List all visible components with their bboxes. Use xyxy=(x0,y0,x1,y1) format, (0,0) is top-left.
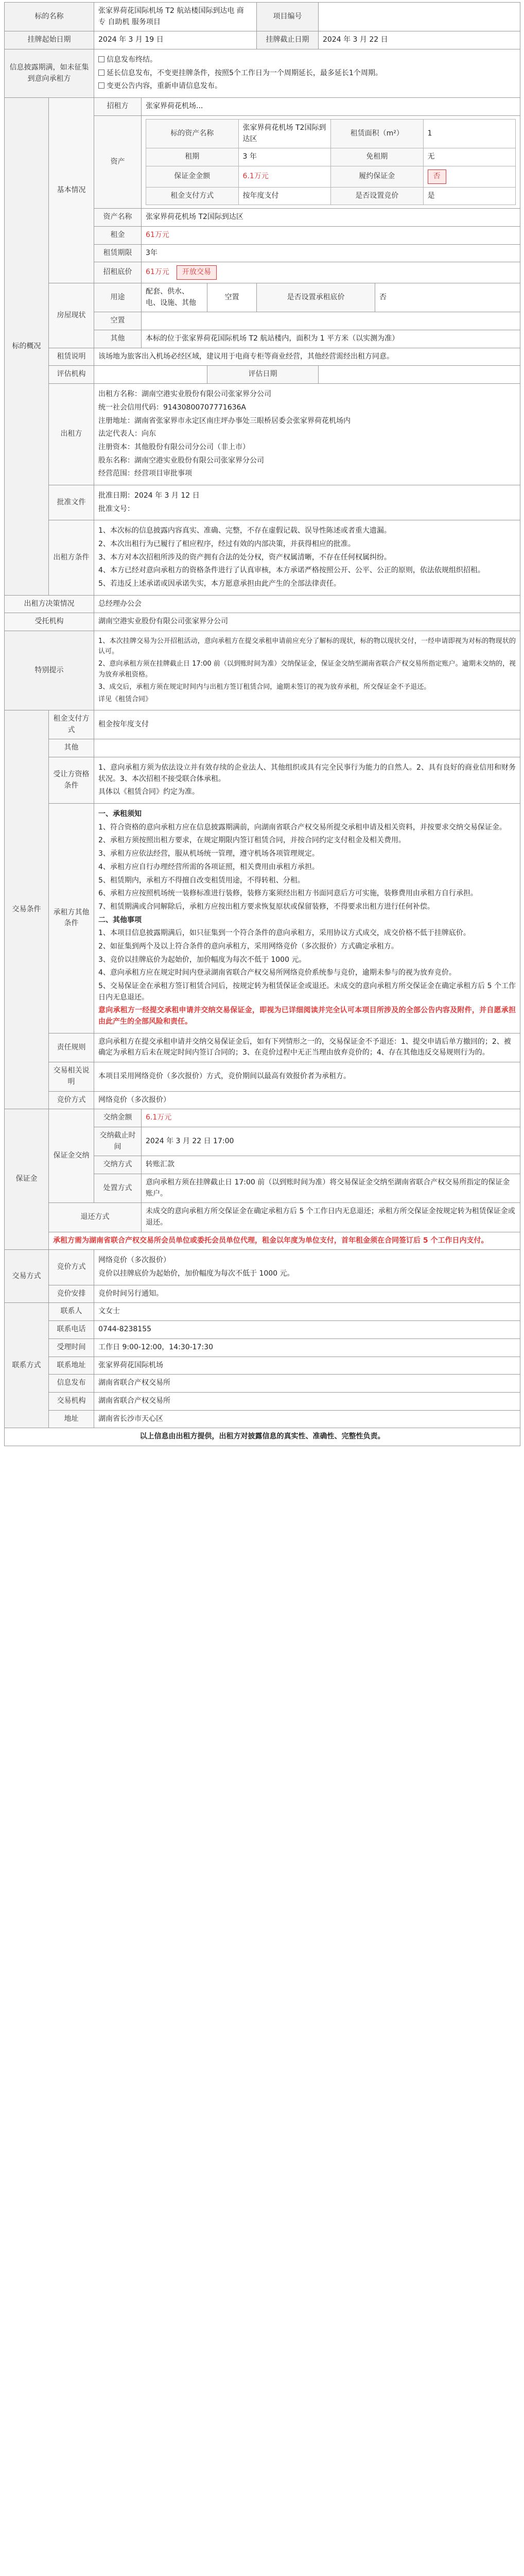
special-tail: 详见《租赁合同》 xyxy=(98,695,152,703)
site-label: 交易机构 xyxy=(49,1392,94,1410)
house-note-value: 否 xyxy=(375,283,520,312)
contact-time: 工作日 9:00-12:00，14:30-17:30 xyxy=(94,1338,520,1357)
terms-cond-note: 具体以《租赁合同》约定为准。 xyxy=(98,788,199,796)
deposit-account: 意向承租方须在挂牌截止日 17:00 前（以到账时间为准）将交易保证金交纳至湖南省联合产权交易所指定的保证金账户。 xyxy=(142,1174,520,1202)
house-status: 空置 xyxy=(207,283,257,312)
deposit-deadline-label: 交纳截止时间 xyxy=(94,1127,142,1156)
terms-rent-sub-value xyxy=(94,739,520,757)
base-row-amount: 61万元 xyxy=(146,268,169,277)
bid-value: 网络竞价（多次报价） xyxy=(98,1256,170,1265)
delay-label: 信息披露期满，如未征集到意向承租方 xyxy=(5,49,94,98)
special-label: 特别提示 xyxy=(5,631,94,710)
eval-org-value xyxy=(94,366,207,384)
base-row-value xyxy=(142,262,520,283)
more-value: 网络竞价（多次报价） xyxy=(94,1091,520,1109)
deposit-c1: 保证金金额 xyxy=(146,166,239,187)
rentfee-row-value: 61万元 xyxy=(142,226,520,244)
delay-opt2-unit: 5 xyxy=(229,69,234,77)
contact-phone: 0744-8238155 xyxy=(94,1321,520,1339)
terms-other-item: 5、租赁期内，承租方不得擅自改变租赁用途，不得转租、分租。 xyxy=(98,876,305,885)
start-value: 2024 年 3 月 19 日 xyxy=(94,31,257,49)
owner-label: 受托机构 xyxy=(5,613,94,631)
lessor-detail xyxy=(94,384,520,485)
announce-label: 信息发布 xyxy=(49,1375,94,1393)
lessor-name-label: 出租方名称： xyxy=(98,390,142,399)
condition-item: 3、本方对本次招租所涉及的资产拥有合法的处分权，资产权属清晰，不存在任何权属纠纷。 xyxy=(98,553,391,562)
condition-item: 1、本次标的信息披露内容真实、准确、完整，不存在虚假记载、误导性陈述或者重大遗漏。 xyxy=(98,527,391,535)
notice-value: 本项目采用网络竞价（多次报价）方式，竞价期间以最高有效报价者为承租方。 xyxy=(94,1062,520,1091)
notice-table xyxy=(4,2,520,1446)
asset-row-label: 资产名称 xyxy=(94,209,142,227)
eval-date-label: 评估日期 xyxy=(207,366,319,384)
special-item: 2、意向承租方须在挂牌截止日 17:00 前（以到账时间为准）交纳保证金，保证金交纳至湖南省联合产权交易所指定账户。逾期未交纳的，视为放弃承租资格。 xyxy=(98,660,516,679)
delay-opt1-checkbox[interactable] xyxy=(98,56,104,62)
terms-other-item: 5、交易保证金在承租方签订租赁合同后，按规定转为租赁保证金或退还。未成交的意向承租方所交保证金在确定承租方后 5 个工作日内无息退还。 xyxy=(98,982,516,1002)
special-list xyxy=(94,631,520,710)
manager-label: 出租方决策情况 xyxy=(5,595,94,613)
lessor-capital: 其他股份有限公司分公司（非上市） xyxy=(134,443,250,451)
lessor-scope-label: 经营范围： xyxy=(98,469,134,478)
eval-date-value xyxy=(319,366,520,384)
special-item: 3、成交后，承租方须在规定时间内与出租方签订租赁合同，逾期未签订的视为放弃承租，所交保证金不予退还。 xyxy=(98,683,431,691)
rent-c4: 无 xyxy=(423,148,516,166)
special-item: 1、本次挂牌交易为公开招租活动，意向承租方在提交承租申请前应充分了解标的现状，标的物以现状交付，一经申请即视为对标的物现状的认可。 xyxy=(98,637,516,656)
lessor-credit: 91430800707771636A xyxy=(163,403,246,412)
lessor-row-label: 招租方 xyxy=(94,98,142,116)
prop-subtable xyxy=(146,119,516,205)
open-trade-tag: 开放交易 xyxy=(177,265,217,280)
price-value: 竞价时间另行通知。 xyxy=(94,1285,520,1303)
terms-rent-label: 租金支付方式 xyxy=(49,710,94,739)
terms-other-label: 承租方其他条件 xyxy=(49,804,94,1033)
manager-value: 总经理办公会 xyxy=(94,595,520,613)
deposit-pay-label: 保证金交纳 xyxy=(49,1109,94,1203)
name-label: 标的名称 xyxy=(5,3,94,31)
lessor-holder: 湖南空港实业股份有限公司张家界分公司 xyxy=(134,456,264,465)
start-label: 挂牌起始日期 xyxy=(5,31,94,49)
deposit-amount-label: 交纳金额 xyxy=(94,1109,142,1127)
contact-phone-label: 联系电话 xyxy=(49,1321,94,1339)
delay-opt2-times: 1 xyxy=(348,69,354,77)
house-type-label: 用途 xyxy=(94,283,142,312)
approval-label: 批准文件 xyxy=(49,485,94,520)
terms-rent-sub-label: 其他 xyxy=(49,739,94,757)
lessor-legal-label: 法定代表人： xyxy=(98,430,142,438)
condition-item: 2、本次出租行为已履行了相应程序，经过有效的内部决策，并获得相应的批准。 xyxy=(98,540,355,548)
contact-person: 文女士 xyxy=(94,1303,520,1321)
delay-opt1: 信息发布终结。 xyxy=(107,56,157,64)
terms-other-item: 4、承租方应自行办理经营所需的各项证照，相关费用由承租方承担。 xyxy=(98,862,319,871)
approval-detail xyxy=(94,485,520,520)
delay-opt2-suffix: 个周期。 xyxy=(353,69,382,77)
conditions-label: 出租方条件 xyxy=(49,520,94,595)
contact-person-label: 联系人 xyxy=(49,1303,94,1321)
approval-date: 2024 年 3 月 12 日 xyxy=(134,491,200,500)
prop-c3: 租赁面积（m²） xyxy=(331,119,424,148)
lessor-name: 湖南空港实业股份有限公司张家界分公司 xyxy=(142,390,271,399)
terms-cond-label: 受让方资格条件 xyxy=(49,757,94,804)
end-label: 挂牌截止日期 xyxy=(257,31,319,49)
delay-opt2-prefix: 延长信息发布，不变更挂牌条件，按照 xyxy=(107,69,229,77)
price-c2: 按年度支付 xyxy=(238,187,331,205)
house-note-label: 是否设置承租底价 xyxy=(257,283,375,312)
end-value: 2024 年 3 月 22 日 xyxy=(319,31,520,49)
terms-other-item: 7、租赁期满或合同解除后，承租方应按出租方要求恢复原状或保留装修，不得要求出租方进行任何补偿。 xyxy=(98,902,434,911)
deposit-c4-tag: 否 xyxy=(428,170,446,184)
rent-c1: 租期 xyxy=(146,148,239,166)
notice-label: 交易相关说明 xyxy=(49,1062,94,1091)
prop-label: 资产 xyxy=(94,115,142,208)
eval-org-label: 评估机构 xyxy=(49,366,94,384)
highlight-red: 承租方需为湖南省联合产权交易所会员单位或委托会员单位代理，租金以年度为单位支付，首年租金须在合同签订后 5 个工作日内支付。 xyxy=(49,1232,520,1250)
extra-label: 交易方式 xyxy=(5,1250,49,1303)
house-label: 房屋现状 xyxy=(49,283,94,348)
deposit-c4 xyxy=(423,166,516,187)
prop-subtable-cell xyxy=(142,115,520,208)
price-c3: 是否设置竞价 xyxy=(331,187,424,205)
house-desc: 配套、供水、电、设施、其他 xyxy=(142,283,207,312)
lessor-legal: 向东 xyxy=(142,430,156,438)
house-other-value: 本标的位于张家界荷花国际机场 T2 航站楼内，面积为 1 平方米（以实测为准） xyxy=(142,330,520,348)
terms-other-item: 3、承租方应依法经营，服从机场统一管理，遵守机场各项管理规定。 xyxy=(98,850,319,858)
terms-other-item: 2、如征集到两个及以上符合条件的意向承租方，采用网络竞价（多次报价）方式确定承租方。 xyxy=(98,942,398,951)
terms-highlight: 意向承租方一经提交承租申请并交纳交易保证金，即视为已详细阅读并完全认可本项目所涉及的全部公告内容及附件，并自愿承担由此产生的全部风险和责任。 xyxy=(98,1006,516,1026)
delay-opt3: 变更公告内容，重新申请信息发布。 xyxy=(107,82,222,91)
terms-other-item: 3、竞价以挂牌底价为起始价，加价幅度为每次不低于 1000 元。 xyxy=(98,955,306,964)
delay-opt2-checkbox[interactable] xyxy=(98,70,104,76)
terms-cond-cell xyxy=(94,757,520,804)
terms-cond-value: 1、意向承租方须为依法设立并有效存续的企业法人、其他组织或具有完全民事行为能力的自然人。2、具有良好的商业信用和财务状况。3、本次招租不接受联合体承租。 xyxy=(98,764,516,783)
remark-label: 租赁说明 xyxy=(49,348,94,366)
delay-opt2-mid: 个工作日为一个周期延长，最多延长 xyxy=(233,69,349,77)
deposit-amount: 6.1万元 xyxy=(142,1109,520,1127)
deposit-c2: 6.1万元 xyxy=(238,166,331,187)
terms-other-item: 1、符合资格的意向承租方应在信息披露期满前，向湖南省联合产权交易所提交承租申请及相关资料，并按要求交纳交易保证金。 xyxy=(98,823,506,832)
deposit-refund-label: 退还方式 xyxy=(49,1203,142,1232)
approval-doc-label: 批准文号： xyxy=(98,504,134,513)
intro-label: 标的概况 xyxy=(5,98,49,596)
term-row-label: 租赁期限 xyxy=(94,244,142,262)
lessor-label: 出租方 xyxy=(49,384,94,485)
remark-value: 该场地为旅客出入机场必经区域，建议用于电商专柜等商业经营，其他经营需经出租方同意。 xyxy=(94,348,520,366)
house-type-spacer xyxy=(142,312,520,330)
project-name: 张家界荷花国际机场 T2 航站楼国际到达电 商 专 自助机 服务项目 xyxy=(94,3,257,31)
contact-time-label: 受理时间 xyxy=(49,1338,94,1357)
delay-options xyxy=(94,49,520,98)
deposit-refund: 未成交的意向承租方所交保证金在确定承租方后 5 个工作日内无息退还；承租方所交保证金按规定转为租赁保证金或退还。 xyxy=(142,1203,520,1232)
footer-note: 以上信息由出租方提供，出租方对披露信息的真实性、准确性、完整性负责。 xyxy=(5,1428,520,1446)
bid-cell xyxy=(94,1250,520,1285)
condition-item: 5、若违反上述承诺或因承诺失实，本方愿意承担由此产生的全部法律责任。 xyxy=(98,580,341,588)
price-c4: 是 xyxy=(423,187,516,205)
site-addr-label: 地址 xyxy=(49,1410,94,1428)
deposit-c3: 履约保证金 xyxy=(331,166,424,187)
bid-label: 竞价方式 xyxy=(49,1250,94,1285)
terms-other-item: 4、意向承租方应在规定时间内登录湖南省联合产权交易所网络竞价系统参与竞价，逾期未参与的视为放弃竞价。 xyxy=(98,969,456,977)
conditions-list xyxy=(94,520,520,595)
contact-addr-label: 联系地址 xyxy=(49,1357,94,1375)
deposit-method-label: 交纳方式 xyxy=(94,1156,142,1174)
terms-label: 交易条件 xyxy=(5,710,49,1109)
deposit-method: 转账汇款 xyxy=(142,1156,520,1174)
rent-c2: 3 年 xyxy=(238,148,331,166)
deposit-label: 保证金 xyxy=(5,1109,49,1250)
price-label: 竞价安排 xyxy=(49,1285,94,1303)
basic-section-label: 基本情况 xyxy=(49,98,94,283)
contact-addr: 张家界荷花国际机场 xyxy=(94,1357,520,1375)
rentfee-row-label: 租金 xyxy=(94,226,142,244)
lessor-addr-label: 注册地址： xyxy=(98,416,134,425)
lessor-holder-label: 股东名称： xyxy=(98,456,134,465)
deposit-deadline: 2024 年 3 月 22 日 17:00 xyxy=(142,1127,520,1156)
prop-c1: 标的资产名称 xyxy=(146,119,239,148)
liability-value: 意向承租方在提交承租申请并交纳交易保证金后，如有下列情形之一的，交易保证金不予退还：1、提交申请后单方撤回的；2、被确定为承租方后未在规定时间内签订合同的；3、在竞价过程中无正当理由放弃竞价的；4、存在其他违反交易规则行为的。 xyxy=(94,1033,520,1062)
terms-other-item: 6、承租方应按照机场统一装修标准进行装修，装修方案须经出租方书面同意后方可实施，装修费用由承租方自行承担。 xyxy=(98,889,478,898)
more-label: 竞价方式 xyxy=(49,1091,94,1109)
prop-c2: 张家界荷花机场 T2国际到达区 xyxy=(238,119,331,148)
terms-other-item: 2、承租方须按照出租方要求，在规定期限内签订租赁合同，并按合同约定支付租金及相关费用。 xyxy=(98,836,406,845)
terms-other-item: 一、承租须知 xyxy=(98,810,142,819)
base-row-label: 招租底价 xyxy=(94,262,142,283)
terms-other-item: 1、本项目信息披露期满后，如只征集到一个符合条件的意向承租方，采用协议方式成交，成交价格不低于挂牌底价。 xyxy=(98,929,470,938)
lessor-credit-label: 统一社会信用代码： xyxy=(98,403,163,412)
lessor-scope: 经营项目审批事项 xyxy=(134,469,192,478)
deposit-account-label: 处置方式 xyxy=(94,1174,142,1202)
code-value xyxy=(319,3,520,31)
site-addr-value: 湖南省长沙市天心区 xyxy=(94,1410,520,1428)
house-type-value-label: 空置 xyxy=(94,312,142,330)
rent-c3: 免租期 xyxy=(331,148,424,166)
approval-date-label: 批准日期： xyxy=(98,491,134,500)
code-label: 项目编号 xyxy=(257,3,319,31)
terms-rent-value: 租金按年度支付 xyxy=(94,710,520,739)
terms-other-list xyxy=(94,804,520,1033)
announce-value: 湖南省联合产权交易所 xyxy=(94,1375,520,1393)
asset-row-value: 张家界荷花机场 T2国际到达区 xyxy=(142,209,520,227)
contact-label: 联系方式 xyxy=(5,1303,49,1428)
term-row-value: 3年 xyxy=(142,244,520,262)
prop-c4: 1 xyxy=(423,119,516,148)
bid-note: 竞价以挂牌底价为起始价，加价幅度为每次不低于 1000 元。 xyxy=(98,1269,294,1278)
house-other-label: 其他 xyxy=(94,330,142,348)
lessor-capital-label: 注册资本： xyxy=(98,443,134,451)
terms-other-item: 二、其他事项 xyxy=(98,916,142,924)
site-value: 湖南省联合产权交易所 xyxy=(94,1392,520,1410)
price-c1: 租金支付方式 xyxy=(146,187,239,205)
owner-value: 湖南空港实业股份有限公司张家界分公司 xyxy=(94,613,520,631)
liability-label: 责任规则 xyxy=(49,1033,94,1062)
condition-item: 4、本方已经对意向承租方的资格条件进行了认真审核，本方承诺严格按照公开、公平、公正的原则，依法依规组织招租。 xyxy=(98,566,485,575)
delay-opt3-checkbox[interactable] xyxy=(98,82,104,89)
lessor-row-value: 张家界荷花机场... xyxy=(142,98,520,116)
lessor-addr: 湖南省张家界市永定区南庄坪办事处三眼桥居委会张家界荷花机场内 xyxy=(134,416,351,425)
